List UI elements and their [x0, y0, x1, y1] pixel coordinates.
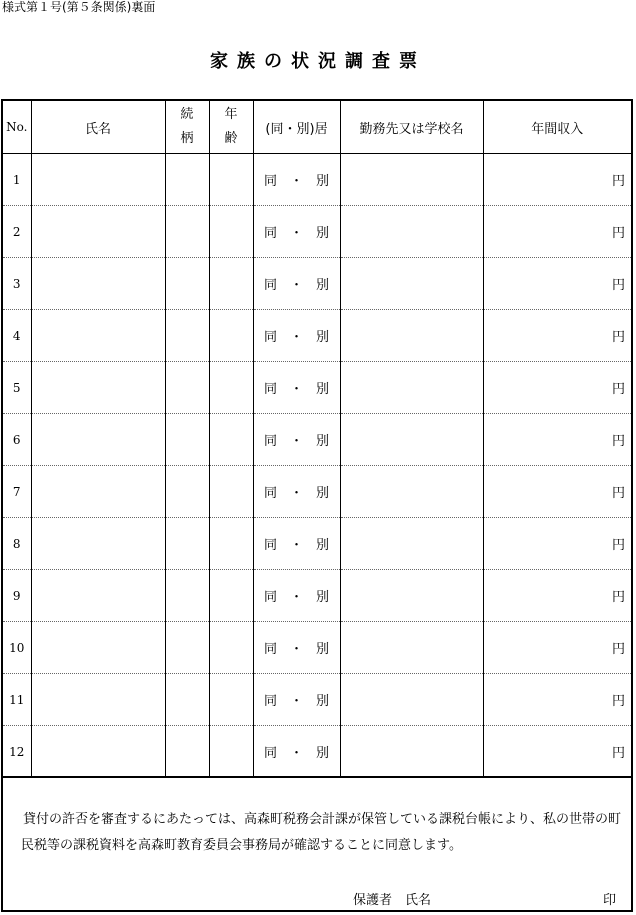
- relation-cell[interactable]: [165, 362, 209, 414]
- age-cell[interactable]: [209, 674, 253, 726]
- consent-text: 貸付の許否を審査するにあたっては、高森町税務会計課が保管している課税台帳により、私の世帯の町民税等の課税資料を高森町教育委員会事務局が確認することに同意します。: [21, 812, 622, 853]
- workplace-cell[interactable]: [340, 466, 483, 518]
- row-no: 5: [3, 362, 31, 414]
- residence-cell[interactable]: 同 ・ 別: [253, 622, 340, 674]
- residence-cell[interactable]: 同 ・ 別: [253, 674, 340, 726]
- residence-cell[interactable]: 同 ・ 別: [253, 258, 340, 310]
- workplace-cell[interactable]: [340, 726, 483, 778]
- header-age: [209, 101, 253, 154]
- age-cell[interactable]: [209, 414, 253, 466]
- row-no: 11: [3, 674, 31, 726]
- table-row: [3, 362, 631, 414]
- workplace-cell[interactable]: [340, 570, 483, 622]
- income-cell[interactable]: 円: [483, 258, 631, 310]
- relation-cell[interactable]: [165, 206, 209, 258]
- workplace-cell[interactable]: [340, 518, 483, 570]
- residence-cell[interactable]: 同 ・ 別: [253, 726, 340, 778]
- row-no: 8: [3, 518, 31, 570]
- age-cell[interactable]: [209, 206, 253, 258]
- workplace-cell[interactable]: [340, 674, 483, 726]
- residence-cell[interactable]: 同 ・ 別: [253, 362, 340, 414]
- table-row: [3, 570, 631, 622]
- form-id: 様式第１号(第５条関係)裏面: [2, 0, 156, 14]
- relation-cell[interactable]: [165, 310, 209, 362]
- age-cell[interactable]: [209, 362, 253, 414]
- name-cell[interactable]: [31, 414, 165, 466]
- name-cell[interactable]: [31, 622, 165, 674]
- family-table: [3, 101, 631, 777]
- table-header-row: [3, 101, 631, 154]
- relation-cell[interactable]: [165, 154, 209, 206]
- header-relation: [165, 101, 209, 154]
- header-workplace: 勤務先又は学校名: [340, 101, 483, 154]
- table-row: [3, 622, 631, 674]
- age-cell[interactable]: [209, 518, 253, 570]
- age-cell[interactable]: [209, 466, 253, 518]
- age-cell[interactable]: [209, 622, 253, 674]
- income-cell[interactable]: 円: [483, 674, 631, 726]
- row-no: 2: [3, 206, 31, 258]
- relation-cell[interactable]: [165, 414, 209, 466]
- page-title: 家族の状況調査票: [210, 51, 426, 72]
- row-no: 9: [3, 570, 31, 622]
- residence-cell[interactable]: 同 ・ 別: [253, 518, 340, 570]
- relation-cell[interactable]: [165, 674, 209, 726]
- table-row: [3, 258, 631, 310]
- header-income: 年間収入: [483, 101, 631, 154]
- consent-section: [3, 776, 631, 910]
- workplace-cell[interactable]: [340, 622, 483, 674]
- name-cell[interactable]: [31, 362, 165, 414]
- table-row: [3, 726, 631, 778]
- row-no: 10: [3, 622, 31, 674]
- name-cell[interactable]: [31, 258, 165, 310]
- residence-cell[interactable]: 同 ・ 別: [253, 154, 340, 206]
- header-name: 氏名: [31, 101, 165, 154]
- table-row: [3, 466, 631, 518]
- header-residence: (同・別)居: [253, 101, 340, 154]
- relation-cell[interactable]: [165, 622, 209, 674]
- income-cell[interactable]: 円: [483, 362, 631, 414]
- row-no: 7: [3, 466, 31, 518]
- age-cell[interactable]: [209, 258, 253, 310]
- guardian-name-label: 保護者 氏名: [353, 893, 432, 908]
- row-no: 3: [3, 258, 31, 310]
- table-row: [3, 674, 631, 726]
- name-cell[interactable]: [31, 154, 165, 206]
- income-cell[interactable]: 円: [483, 154, 631, 206]
- name-cell[interactable]: [31, 206, 165, 258]
- header-no: No.: [3, 101, 31, 154]
- name-cell[interactable]: [31, 310, 165, 362]
- header-relation-2: 柄: [180, 131, 194, 146]
- table-row: [3, 206, 631, 258]
- workplace-cell[interactable]: [340, 362, 483, 414]
- row-no: 1: [3, 154, 31, 206]
- name-cell[interactable]: [31, 466, 165, 518]
- relation-cell[interactable]: [165, 466, 209, 518]
- residence-cell[interactable]: 同 ・ 別: [253, 310, 340, 362]
- family-status-table: [1, 99, 633, 912]
- residence-cell[interactable]: 同 ・ 別: [253, 206, 340, 258]
- income-cell[interactable]: 円: [483, 310, 631, 362]
- income-cell[interactable]: 円: [483, 518, 631, 570]
- income-cell[interactable]: 円: [483, 726, 631, 778]
- relation-cell[interactable]: [165, 518, 209, 570]
- age-cell[interactable]: [209, 310, 253, 362]
- age-cell[interactable]: [209, 726, 253, 778]
- table-row: [3, 414, 631, 466]
- row-no: 12: [9, 744, 25, 759]
- relation-cell[interactable]: [165, 726, 209, 778]
- name-cell[interactable]: [31, 570, 165, 622]
- age-cell[interactable]: [209, 154, 253, 206]
- income-cell[interactable]: 円: [483, 414, 631, 466]
- header-relation-1: 続: [180, 107, 194, 122]
- name-cell[interactable]: [31, 674, 165, 726]
- table-row: [3, 518, 631, 570]
- relation-cell[interactable]: [165, 258, 209, 310]
- workplace-cell[interactable]: [340, 206, 483, 258]
- residence-cell[interactable]: 同 ・ 別: [253, 570, 340, 622]
- relation-cell[interactable]: [165, 570, 209, 622]
- row-no: 4: [3, 310, 31, 362]
- income-cell[interactable]: 円: [483, 206, 631, 258]
- workplace-cell[interactable]: [340, 310, 483, 362]
- workplace-cell[interactable]: [340, 154, 483, 206]
- workplace-cell[interactable]: [340, 414, 483, 466]
- residence-cell[interactable]: 同 ・ 別: [253, 414, 340, 466]
- residence-cell[interactable]: 同 ・ 別: [253, 466, 340, 518]
- header-age-2: 齢: [224, 131, 238, 146]
- table-row: [3, 310, 631, 362]
- workplace-cell[interactable]: [340, 258, 483, 310]
- income-cell[interactable]: 円: [483, 570, 631, 622]
- income-cell[interactable]: 円: [483, 466, 631, 518]
- header-age-1: 年: [224, 107, 238, 122]
- seal-mark: 印: [603, 893, 617, 908]
- name-cell[interactable]: [31, 726, 165, 778]
- row-no: 6: [3, 414, 31, 466]
- table-row: [3, 154, 631, 206]
- income-cell[interactable]: 円: [483, 622, 631, 674]
- age-cell[interactable]: [209, 570, 253, 622]
- name-cell[interactable]: [31, 518, 165, 570]
